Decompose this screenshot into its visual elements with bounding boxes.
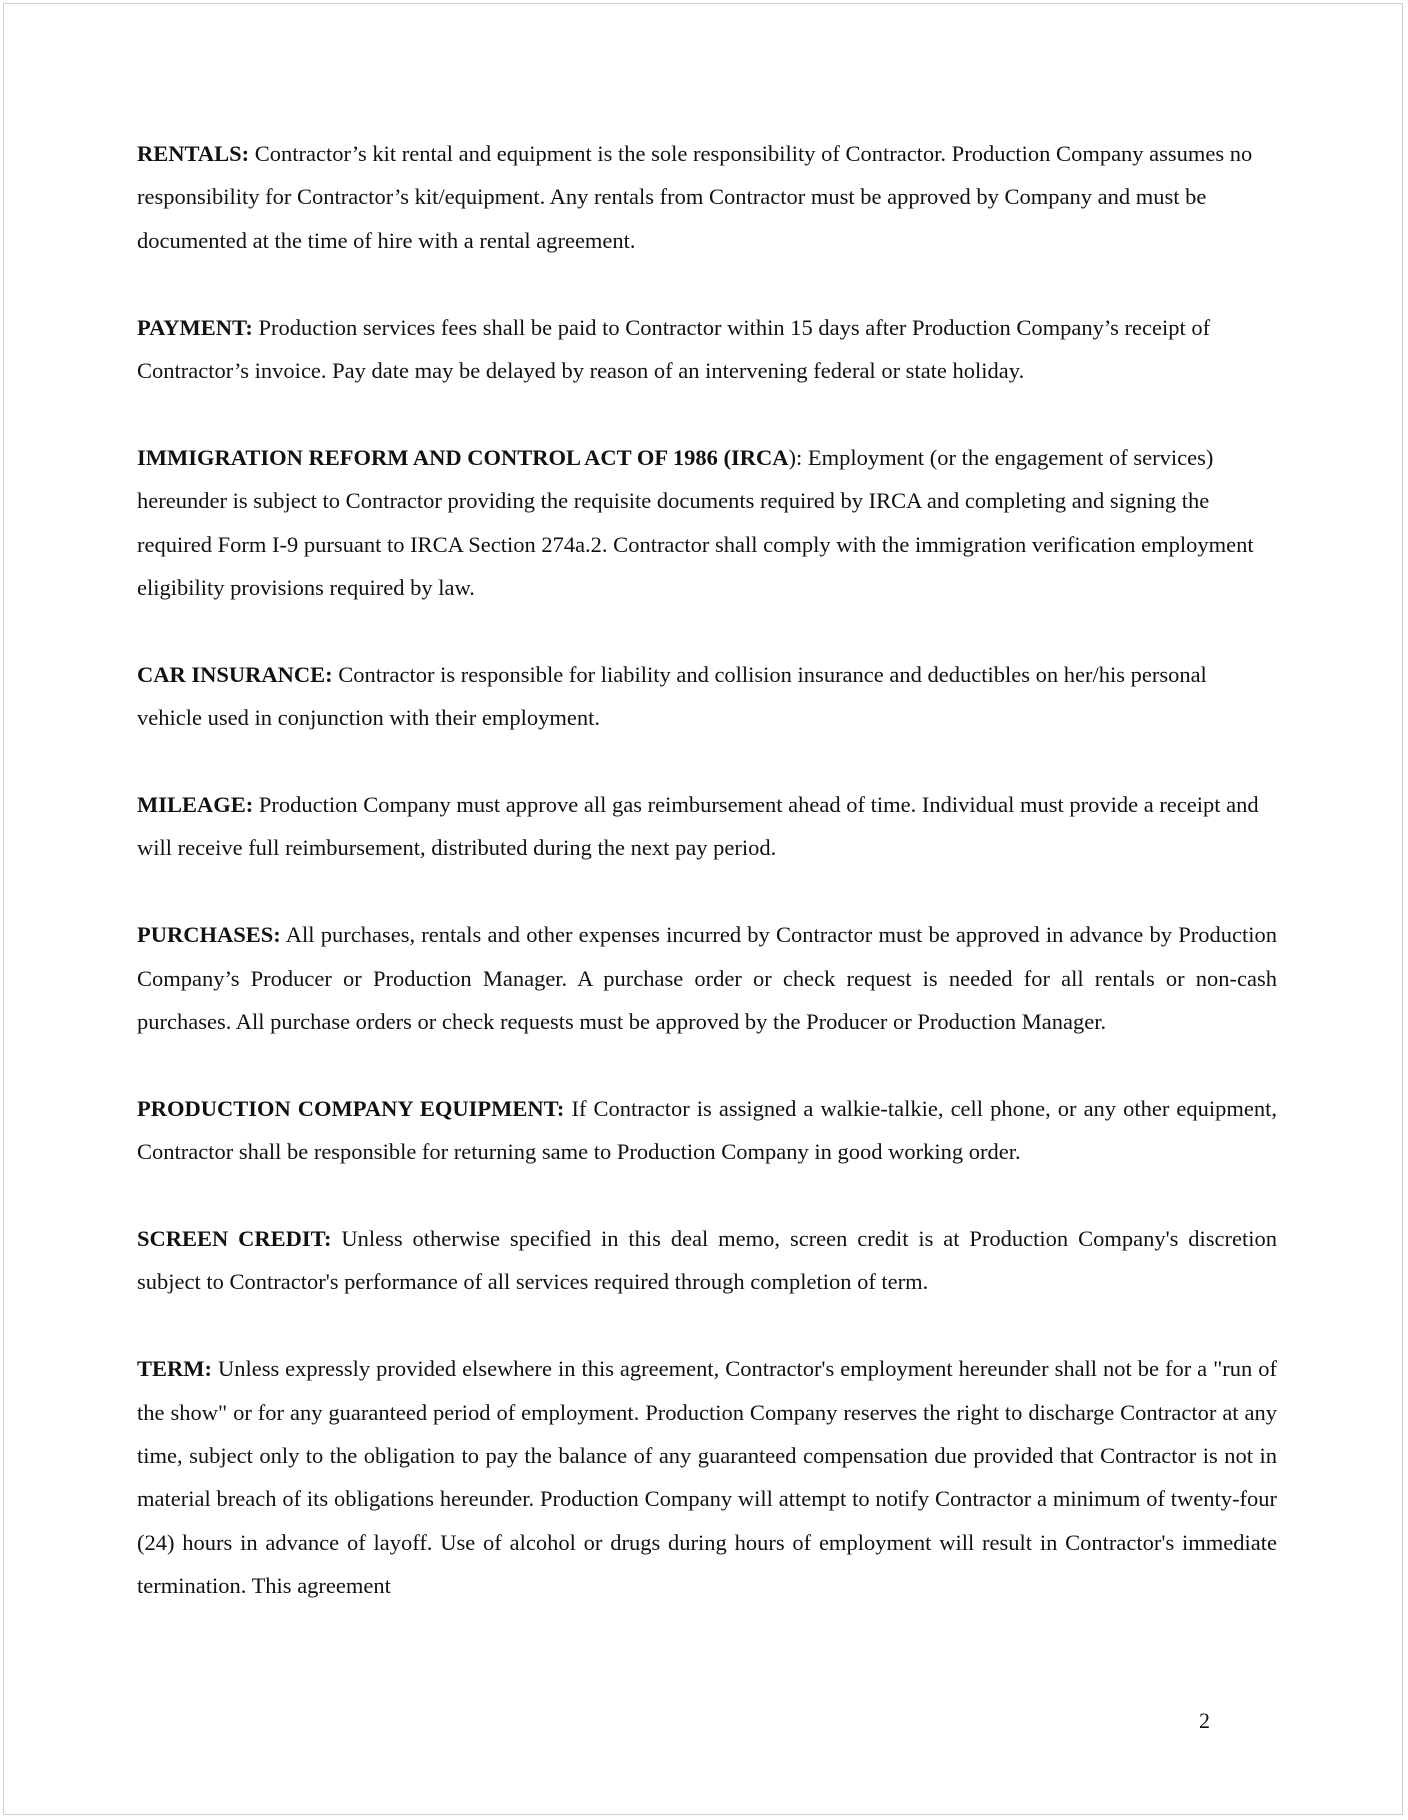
clause-body: ): Employment (or the engagement of services) hereunder is subject to Contractor providing the requisite documents required by IRCA and completing and signing the required Form I-9 pursuant to IRCA Section 274a.2. Contractor shall comply with the immigration verification employment eligibility provisions required by law. (137, 444, 1254, 601)
clause-mileage (137, 783, 1277, 870)
clause-term (137, 1347, 1277, 1607)
clause-body: If Contractor is assigned a walkie-talkie, cell phone, or any other equipment, Contractor shall be responsible for returning same to Production Company in good working order. (137, 1095, 1277, 1165)
clause-heading: TERM: (137, 1356, 212, 1382)
clause-body: Production Company must approve all gas reimbursement ahead of time. Individual must provide a receipt and will receive full reimbursement, distributed during the next pay period. (137, 792, 1259, 861)
clause-heading: SCREEN CREDIT: (137, 1226, 332, 1252)
page-number: 2 (1199, 1708, 1210, 1733)
clause-heading: PURCHASES: (137, 922, 281, 948)
clause-screen-credit (137, 1217, 1277, 1304)
page-content (137, 132, 1277, 1608)
clause-purchases (137, 913, 1277, 1043)
document-page (3, 3, 1403, 1815)
clause-body: Production services fees shall be paid to Contractor within 15 days after Production Company’s receipt of Contractor’s invoice. Pay date may be delayed by reason of an intervening federal or state holiday. (137, 314, 1211, 384)
clause-payment (137, 306, 1277, 393)
clause-heading: CAR INSURANCE: (137, 661, 333, 687)
clause-body: Unless otherwise specified in this deal memo, screen credit is at Production Company's discretion subject to Contractor's performance of all services required through completion of term. (137, 1226, 1277, 1295)
clause-heading: MILEAGE: (137, 792, 254, 818)
clause-body: Unless expressly provided elsewhere in this agreement, Contractor's employment hereunder shall not be for a "run of the show" or for any guaranteed period of employment. Production Company reserves the right to discharge Contractor at any time, subject only to the obligation to pay the balance of any guaranteed compensation due provided that Contractor is not in material breach of its obligations hereunder. Production Company will attempt to notify Contractor a minimum of twenty-four (24) hours in advance of layoff. Use of alcohol or drugs during hours of employment will result in Contractor's immediate termination. This agreement (137, 1356, 1277, 1599)
clause-rentals (137, 132, 1277, 262)
clause-body: All purchases, rentals and other expenses incurred by Contractor must be approved in advance by Production Company’s Producer or Production Manager. A purchase order or check request is needed for all rentals or non-cash purchases. All purchase orders or check requests must be approved by the Producer or Production Manager. (137, 922, 1277, 1035)
clause-heading: PAYMENT: (137, 314, 253, 340)
clause-body: Contractor’s kit rental and equipment is the sole responsibility of Contractor. Production Company assumes no responsibility for Contractor’s kit/equipment. Any rentals from Contractor must be approved by Company and must be documented at the time of hire with a rental agreement. (137, 141, 1253, 253)
clause-heading: PRODUCTION COMPANY EQUIPMENT: (137, 1095, 565, 1121)
clause-body: Contractor is responsible for liability and collision insurance and deductibles on her/his personal vehicle used in conjunction with their employment. (137, 661, 1207, 731)
clause-production-company-equipment (137, 1087, 1277, 1174)
clause-heading: IMMIGRATION REFORM AND CONTROL ACT OF 1986 (IRCA (137, 444, 789, 470)
clause-car-insurance (137, 653, 1277, 740)
clause-irca (137, 436, 1277, 610)
clause-heading: RENTALS: (137, 141, 250, 166)
